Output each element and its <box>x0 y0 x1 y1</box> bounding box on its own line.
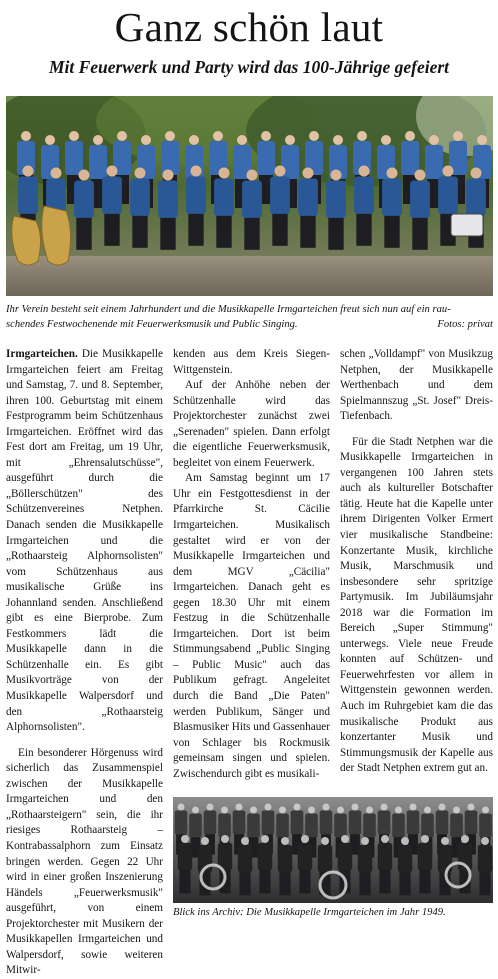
band-photo-image <box>6 96 493 296</box>
photo-credit: Fotos: privat <box>437 319 493 330</box>
paragraph: Auf der Anhöhe neben der Schützenhalle wird das Projektorchester zunächst zwei „Serenaden" spielen. Dann erfolgt die eigentliche Feuerwerksmusik, begleitet von einem Feuerwerk. <box>173 379 330 469</box>
band-photo-2018 <box>6 96 493 296</box>
caption-line-2: schendes Festwochenende mit Feuerwerksmusik und Public Singing. <box>6 319 298 330</box>
archive-photo-caption: Blick ins Archiv: Die Musikkapelle Irmgarteichen im Jahr 1949. <box>173 907 446 918</box>
headline: Ganz schön laut <box>114 4 384 50</box>
subheadline: Mit Feuerwerk und Party wird das 100-Jährige gefeiert <box>48 57 450 77</box>
paragraph-text: Die Musikkapelle Irmgarteichen feiert am Freitag und Samstag, 7. und 8. September, ihren 100. Geburtstag mit einem Festprogramm beim Schützenhaus Irmgarteichen. Eröffnet wird das Fest dort am Freitag, um 19 Uhr, mit „Ehrensalutschüsse", ausgeführt durch die „Böllerschützen" des Schützenvereines Netphen. Danach senden die Musikkapelle Irmgarteichen und die „Rothaarsteig Alphornsolisten" vom Schützenhaus aus musikalische Grüße ins Johannland senden. Anschließend gibt es eine Bierprobe. Zum Festkommers lädt die Musikkapelle dann in die Schützenhalle ein. Es gibt Musikvorträge von der Musikkapelle Walpersdorf und den „Rothaarsteig Alphornsolisten". <box>6 348 163 734</box>
photo-caption <box>6 302 493 332</box>
paragraph: Ein besonderer Hörgenuss wird sicherlich das Zusammenspiel zwischen der Musikkapelle Irmgarteichen und den „Rothaarsteigern" sein, die ihr riesiges Rothaarsteig – Kontrabassalphorn zum Einsatz bringen werden. Gegen 22 Uhr wird in einer großen Inszenierung Händels „Feuerwerksmusik" ausgeführt, von einem Projektorchester mit Musikern der Musikkapellen Irmgarteichen und Walpersdorf, sowie weiteren Mitwir- <box>6 746 163 977</box>
paragraph: Am Samstag beginnt um 17 Uhr ein Festgottesdienst in der Pfarrkirche St. Cäcilie Irmgarteichen. Musikalisch gestaltet wird er von der Musikkapelle Irmgarteichen und dem MGV „Cäcilia" Irmgarteichen. Danach geht es gegen 18.30 Uhr mit einem Festzug in die Schützenhalle Irmgarteichen. Dort ist beim Stimmungsabend „Public Singing – Public Music" auch das Publikum gefragt. Angeleitet durch die Band „Die Paten" werden Publikum, Sänger und Blasmusiker Hits und Gassenhauer von Schlager bis Rockmusik gemeinsam singen und spielen. Zwischendurch gibt es musikali- <box>173 472 330 780</box>
paragraph: Für die Stadt Netphen war die Musikkapelle Irmgarteichen in vergangenen 100 Jahren stets auch als kultureller Botschafter tätig. Heute hat die Kapelle unter ihrem Dirigenten Volker Ermert vier musikalische Standbeine: Konzertante Musik, kirchliche Musik, Marschmusik und insbesondere sehr spritzige Partymusik. Im Jubiläumsjahr 2018 war die Formation im Bereich „Super Stimmung" unterwegs. Viele neue Freude konnten auf Schützen- und Feuerwehrfesten vor allem in Wittgenstein gewonnen werden. Auch im Ruhrgebiet kam die das musikalische Produkt aus konzertanter Musik und Stimmungsmusik der Kapelle aus der Stadt Netphen extrem gut an. <box>340 435 493 775</box>
archive-photo-1949 <box>173 797 493 903</box>
caption-line-1: Ihr Verein besteht seit einem Jahrhundert und die Musikkapelle Irmgarteichen freut sich nun auf ein rau- <box>6 304 451 315</box>
dateline: Irmgarteichen. <box>6 348 78 360</box>
paragraph <box>6 347 163 736</box>
article-column-3 <box>340 347 493 777</box>
archive-photo-image <box>173 797 493 903</box>
article-column-1 <box>6 347 163 979</box>
article-column-2 <box>173 347 330 782</box>
paragraph: kenden aus dem Kreis Siegen-Wittgenstein. <box>173 348 330 376</box>
paragraph: schen „Volldampf" von Musikzug Netphen, der Musikkapelle Werthenbach und dem Spielmannszug „St. Josef" Dreis-Tiefenbach. <box>340 348 493 423</box>
